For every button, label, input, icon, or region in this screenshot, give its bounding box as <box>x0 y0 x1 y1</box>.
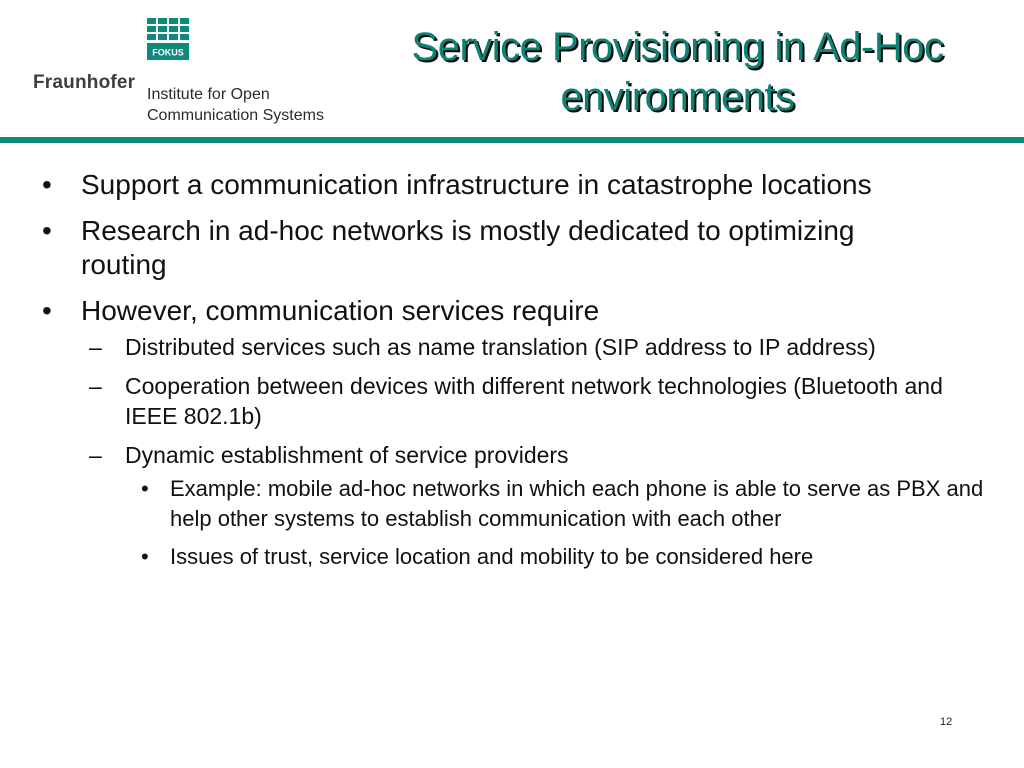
sub-bullet-text: Cooperation between devices with different network technologies (Bluetooth and IEEE 802.1b) <box>125 373 943 429</box>
logo-mark-label: FOKUS <box>152 47 184 58</box>
dash-icon: – <box>89 442 102 468</box>
sub-bullet-text: Distributed services such as name translation (SIP address to IP address) <box>125 334 876 360</box>
logo-institute-line1: Institute for Open <box>147 86 270 103</box>
slide-body <box>0 168 1024 580</box>
bullet-text: Research in ad-hoc networks is mostly dedicated to optimizing routing <box>81 215 855 280</box>
sub-bullet-item <box>0 371 955 431</box>
logo-institute-name <box>147 84 324 126</box>
bullet-item <box>0 168 941 202</box>
sub-bullet-item <box>0 440 955 470</box>
bullet-item <box>0 214 941 282</box>
bullet-icon: • <box>141 476 149 501</box>
bullet-text: Support a communication infrastructure in catastrophe locations <box>81 169 872 200</box>
page-number: 12 <box>940 716 953 728</box>
sub-sub-bullet-item <box>0 542 1005 572</box>
logo-org-name: Fraunhofer <box>33 72 136 93</box>
sub-bullet-text: Dynamic establishment of service providers <box>125 442 569 468</box>
sub-sub-bullet-item <box>0 474 1005 534</box>
logo-institute-line2: Communication Systems <box>147 107 324 124</box>
bullet-icon: • <box>141 544 149 569</box>
slide-title-line1: Service Provisioning in Ad-Hoc <box>411 25 944 69</box>
bullet-text: However, communication services require <box>81 295 600 326</box>
slide-title <box>350 22 1005 122</box>
dash-icon: – <box>89 373 102 399</box>
fokus-logo-icon <box>147 18 189 60</box>
sub-bullet-item <box>0 332 955 362</box>
sub-sub-bullet-text: Issues of trust, service location and mobility to be considered here <box>170 544 814 569</box>
bullet-icon: • <box>42 295 52 326</box>
bullet-icon: • <box>42 169 52 200</box>
bullet-item <box>0 294 941 328</box>
sub-sub-bullet-text: Example: mobile ad-hoc networks in which each phone is able to serve as PBX and help other systems to establish communication with each other <box>170 476 984 531</box>
title-divider <box>0 137 1024 143</box>
bullet-icon: • <box>42 215 52 246</box>
slide-title-line2: environments <box>560 75 795 119</box>
dash-icon: – <box>89 334 102 360</box>
